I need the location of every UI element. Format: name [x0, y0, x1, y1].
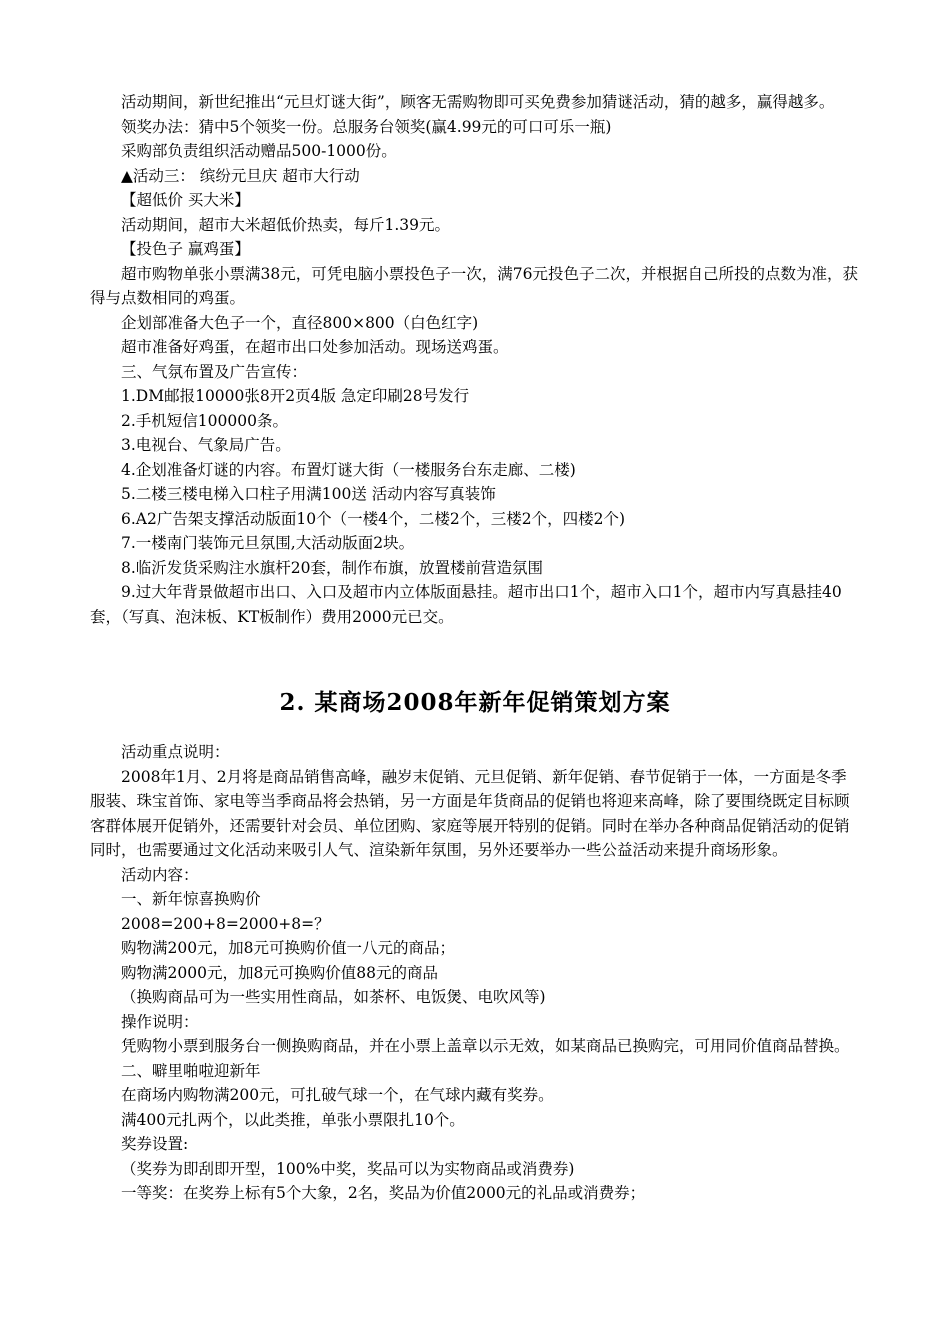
paragraph: 2008=200+8=2000+8=？ [121, 914, 330, 933]
paragraph: 4.企划准备灯谜的内容。布置灯谜大街（一楼服务台东走廊、二楼) [121, 460, 576, 479]
paragraph: 活动期间，超市大米超低价热卖，每斤1.39元。 [121, 215, 451, 234]
paragraph: 活动期间，新世纪推出“元旦灯谜大街”，顾客无需购物即可买免费参加猜谜活动，猜的越多，赢得越多。 [121, 93, 835, 111]
paragraph: （奖券为即刮即开型，100%中奖，奖品可以为实物商品或消费券) [121, 1159, 575, 1178]
paragraph: 一、新年惊喜换购价 [121, 890, 261, 908]
paragraph: 8.临沂发货采购注水旗杆20套，制作布旗，放置楼前营造氛围 [121, 558, 544, 577]
paragraph: ▲活动三： 缤纷元旦庆 超市大行动 [121, 166, 360, 185]
paragraph: 超市购物单张小票满38元，可凭电脑小票投色子一次，满76元投色子二次，并根据自己所投的点数为准，获得与点数相同的鸡蛋。 [90, 264, 858, 307]
paragraph: 操作说明： [121, 1012, 199, 1031]
paragraph: 一等奖：在奖券上标有5个大象，2名，奖品为价值2000元的礼品或消费券； [121, 1184, 646, 1202]
paragraph: 6.A2广告架支撑活动版面10个（一楼4个，二楼2个，三楼2个，四楼2个) [121, 509, 626, 528]
paragraph: 三、气氛布置及广告宣传： [121, 362, 308, 381]
paragraph: 超市准备好鸡蛋，在超市出口处参加活动。现场送鸡蛋。 [121, 338, 509, 356]
paragraph: 【超低价 买大米】 [121, 191, 250, 209]
paragraph: 企划部准备大色子一个，直径800×800（白色红字) [121, 313, 479, 332]
paragraph: 在商场内购物满200元，可扎破气球一个，在气球内藏有奖券。 [121, 1086, 554, 1104]
paragraph: 采购部负责组织活动赠品500-1000份。 [121, 142, 397, 160]
paragraph: 活动重点说明： [121, 743, 230, 761]
paragraph: 奖券设置: [121, 1135, 189, 1153]
paragraph: 购物满200元，加8元可换购价值一八元的商品； [121, 939, 455, 957]
paragraph: 2.手机短信100000条。 [121, 411, 288, 430]
paragraph: 2008年1月、2月将是商品销售高峰，融岁末促销、元旦促销、新年促销、春节促销于一体，一方面是冬季服装、珠宝首饰、家电等当季商品将会热销，另一方面是年货商品的促销也将迎来高峰，除了要围绕既定目标顾客群体展开促销外，还需要针对会员、单位团购、家庭等展开特别的促销。同时在举办各种商品促销活动的促销同时，也需要通过文化活动来吸引人气、渲染新年氛围，另外还要举办一些公益活动来提升商场形象。 [90, 767, 850, 859]
paragraph: 活动内容： [121, 865, 199, 884]
paragraph: 【投色子 赢鸡蛋】 [121, 240, 250, 258]
paragraph: 5.二楼三楼电梯入口柱子用满100送 活动内容写真装饰 [121, 485, 496, 503]
paragraph: 满400元扎两个，以此类推，单张小票限扎10个。 [121, 1110, 465, 1129]
paragraph: 9.过大年背景做超市出口、入口及超市内立体版面悬挂。超市出口1个，超市入口1个，超市内写真悬挂40套，（写真、泡沫板、KT板制作）费用2000元已交。 [90, 583, 842, 626]
section-1-body [90, 90, 860, 629]
section-2-body [90, 740, 860, 1206]
paragraph: 3.电视台、气象局广告。 [121, 436, 291, 454]
paragraph: 7.一楼南门装饰元旦氛围,大活动版面2块。 [121, 534, 415, 552]
paragraph: 二、噼里啪啦迎新年 [121, 1061, 261, 1080]
paragraph: 领奖办法：猜中5个领奖一份。总服务台领奖(赢4.99元的可口可乐一瓶) [121, 117, 612, 136]
paragraph: 购物满2000元，加8元可换购价值88元的商品 [121, 963, 439, 982]
paragraph: （换购商品可为一些实用性商品，如茶杯、电饭煲、电吹风等) [121, 988, 546, 1006]
paragraph: 凭购物小票到服务台一侧换购商品，并在小票上盖章以示无效，如某商品已换购完，可用同价值商品替换。 [121, 1037, 850, 1055]
paragraph: 1.DM邮报10000张8开2页4版 急定印刷28号发行 [121, 387, 470, 405]
section-heading: 2. 某商场2008年新年促销策划方案 [279, 689, 671, 716]
